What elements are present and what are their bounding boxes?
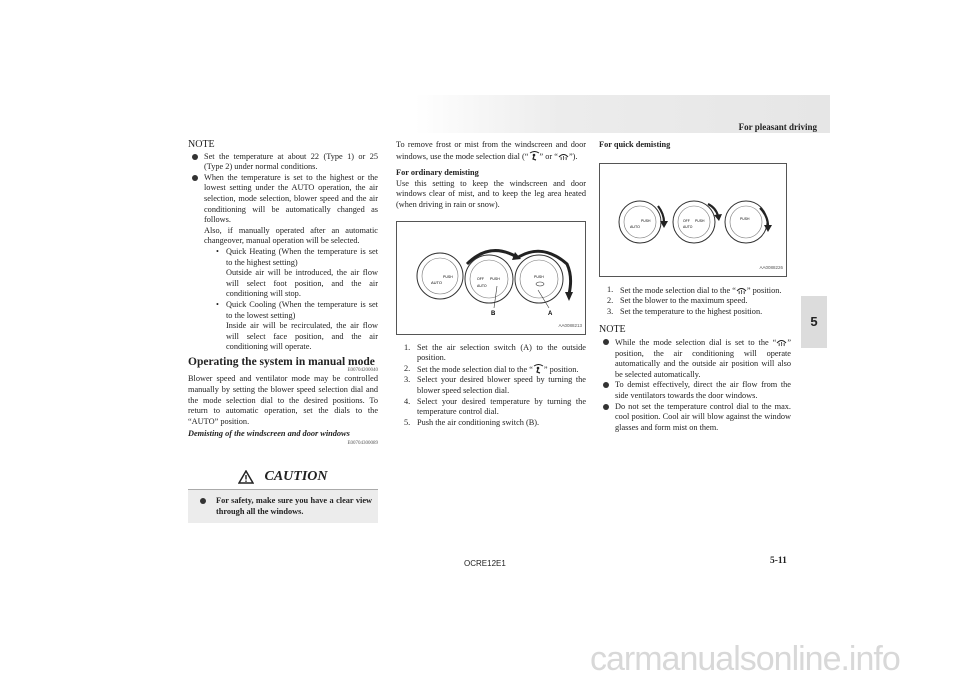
bullet-icon	[192, 175, 198, 181]
section-text: Blower speed and ventilator mode may be controlled manually by setting the blower speed selection dial and the mode selection dial to the desired positions. To return to automatic operation, set the dials to the “AUTO” position.	[188, 374, 378, 426]
control-panel-illustration	[600, 164, 786, 276]
bullet-icon	[603, 382, 609, 388]
note-bullet: Set the temperature at about 22 (Type 1) or 25 (Type 2) under normal conditions.	[188, 152, 378, 173]
auto-label: AUTO	[630, 224, 640, 229]
note-continuation: Also, if manually operated after an automatic changeover, manual operation will be selected.	[204, 225, 378, 246]
off-label: OFF	[477, 276, 484, 281]
push-label: PUSH	[641, 218, 651, 223]
step-item: 1. Set the air selection switch (A) to the outside position.	[404, 342, 586, 363]
step-item: 2. Set the mode selection dial to the “ ” position.	[404, 363, 579, 374]
auto-label: AUTO	[477, 283, 487, 288]
sub-item: • Quick Cooling (When the temperature is set to the lowest setting) Inside air will be recirculated, the air flow will select face position, and the air conditioning will operate.	[216, 299, 378, 352]
note-bullet: Do not set the temperature control dial to the max. cool position. Cool air will blow against the window glasses and form mist on them.	[599, 402, 791, 434]
control-panel-illustration	[397, 222, 585, 334]
quick-demist-figure	[599, 163, 787, 277]
step-item: 2. Set the blower to the maximum speed.	[607, 296, 748, 306]
sub-item: • Quick Heating (When the temperature is set to the highest setting) Outside air will be introduced, the air flow will select foot position, and the air conditioning will stop.	[216, 246, 378, 299]
section-heading: Operating the system in manual mode	[188, 355, 375, 368]
off-label: OFF	[683, 218, 690, 223]
auto-label: AUTO	[431, 279, 443, 285]
bullet-icon	[603, 404, 609, 410]
column-1	[188, 140, 378, 523]
note-bullet: When the temperature is set to the highest or the lowest setting under the AUTO operation, the air selection, mode selection, blower speed and the air conditioning will be automatically changed as follows. Also, if manually operated after an automatic changeover, manual operation will be selected. • Quick Heating (When the temperature is set to the highest setting) Outside air will be introduced, the air flow will select foot position, and the air conditioning will stop. • Quick Cooling (When the temperature is set to the lowest setting) Inside air will be recirculated, the air flow will select face position, and the air conditioning will operate.	[188, 173, 378, 353]
header-title: For pleasant driving	[738, 122, 817, 132]
bullet-icon	[200, 498, 206, 504]
column-2	[396, 140, 586, 428]
caution-box	[188, 465, 378, 523]
windscreen-mode-icon	[558, 151, 569, 161]
push-label: PUSH	[695, 218, 705, 223]
step-item: 3. Set the temperature to the highest position.	[607, 306, 763, 316]
step-item: 3. Select your desired blower speed by turning the blower speed selection dial.	[404, 375, 586, 395]
foot-windscreen-mode-icon	[533, 364, 544, 374]
windscreen-mode-icon	[776, 337, 787, 347]
watermark: carmanualsonline.info	[590, 640, 900, 678]
push-label: PUSH	[443, 274, 453, 279]
callout-b: B	[491, 310, 496, 317]
step-item: 5. Push the air conditioning switch (B).	[404, 417, 540, 427]
step-item: 4. Select your desired temperature by turning the temperature control dial.	[404, 396, 586, 417]
footer-code: OCRE12E1	[464, 559, 506, 568]
note-heading: NOTE	[599, 324, 626, 336]
push-label: PUSH	[490, 276, 500, 281]
step-item: 1. Set the mode selection dial to the “ ” position.	[607, 284, 782, 295]
ordinary-demist-text: Use this setting to keep the windscreen and door windows clear of mist, and to keep the leg area heated (when driving in rain or snow).	[396, 178, 586, 209]
sub-code: E00704300089	[347, 441, 378, 447]
ordinary-demist-heading: For ordinary demisting	[396, 168, 479, 178]
note-bullet: To demist effectively, direct the air flow from the side ventilators towards the door windows.	[599, 380, 791, 401]
note-bullet: While the mode selection dial is set to the “ ” position, the air conditioning will operate automatically and the outside air position will also be selected automatically.	[599, 337, 791, 380]
push-label: PUSH	[740, 216, 750, 221]
figure-id: AA0088213	[558, 322, 582, 328]
figure-id: AA0088226	[759, 265, 783, 270]
chapter-tab[interactable]	[801, 296, 827, 348]
demist-intro: To remove frost or mist from the windscreen and door windows, use the mode selection dial (“ ” or “ ”).	[396, 140, 586, 161]
bullet-icon	[192, 154, 198, 160]
foot-windscreen-mode-icon	[529, 151, 540, 161]
windscreen-mode-icon	[736, 285, 747, 295]
note-heading: NOTE	[188, 139, 215, 150]
caution-title: CAUTION	[264, 468, 328, 484]
callout-a: A	[548, 310, 553, 317]
column-3	[599, 140, 791, 433]
auto-label: AUTO	[683, 224, 693, 229]
chapter-number: 5	[810, 314, 818, 329]
section-code: E00704200040	[347, 368, 378, 374]
page-number: 5-11	[770, 556, 787, 566]
push-label: PUSH	[534, 274, 544, 279]
caution-bullet: For safety, make sure you have a clear view through all the windows.	[196, 496, 372, 517]
quick-demist-heading: For quick demisting	[599, 140, 671, 149]
bullet-icon	[603, 339, 609, 345]
ordinary-demist-figure	[396, 221, 586, 335]
sub-heading: Demisting of the windscreen and door windows	[188, 429, 350, 439]
warning-icon	[238, 470, 254, 484]
